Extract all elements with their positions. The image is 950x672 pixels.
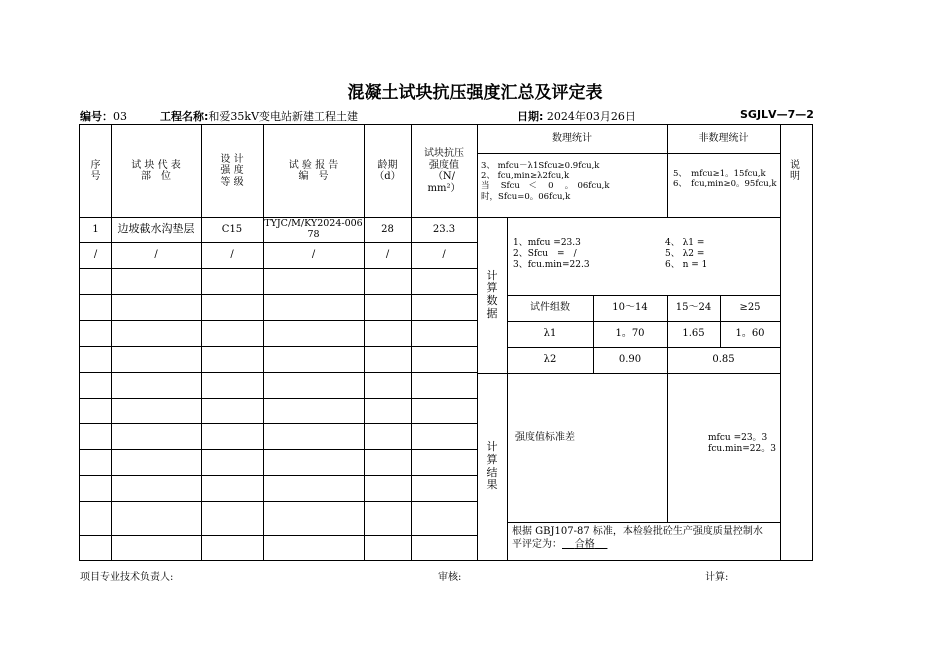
calc-data-label: 计 算 数 据 — [486, 268, 498, 320]
header-part: 试 块 代 表 部 位 — [131, 159, 181, 182]
lambda1-v1: 1。70 — [615, 328, 645, 340]
row1-strength: 23.3 — [432, 223, 456, 235]
calc-data-col1: 1、mfcu =23.3 2、Sfcu = / 3、fcu.min=22.3 — [513, 238, 590, 270]
group-2: 15～24 — [675, 302, 712, 314]
header-seq: 序 号 — [90, 159, 101, 182]
header-report: 试 验 报 告 编 号 — [288, 159, 339, 182]
header-age: 龄期 （d） — [374, 159, 401, 182]
row1-grade: C15 — [221, 223, 243, 235]
tech-lead-label: 项目专业技术负责人: — [80, 572, 174, 583]
lambda1-v3: 1。60 — [735, 328, 765, 340]
review-label: 审核: — [438, 572, 462, 583]
header-math-stat: 数理统计 — [552, 133, 592, 145]
code-field: 编号：03 — [80, 110, 127, 123]
lambda1-label: λ1 — [543, 328, 557, 340]
nonmath-formula: 5、 mfcu≥1。15fcu,k 6、 fcu,min≥0。95fcu,k — [673, 169, 777, 190]
conclusion: 根据 GBJ107-87 标准，本检验批砼生产强度质量控制水 平评定为： 合格 — [512, 526, 763, 550]
row2-seq: / — [93, 249, 98, 261]
std-label: 强度值标准差 — [515, 432, 575, 443]
header-grade: 设 计 强 度 等 级 — [220, 153, 244, 188]
group-1: 10～14 — [612, 302, 648, 314]
group-count-label: 试件组数 — [530, 302, 570, 314]
form-code: SGJLⅤ—7—2 — [740, 108, 814, 121]
summary-table — [79, 124, 813, 561]
math-formula: 3、 mfcu－λ1Sfcu≥0.9fcu,k 2、 fcu,min≥λ2fcu,k 当 Sfcu ＜ 0 。 06fcu,k 时，Sfcu=0。06fcu,k — [481, 161, 610, 202]
group-3: ≥25 — [739, 302, 761, 314]
row1-age: 28 — [381, 223, 394, 235]
lambda2-v2: 0.85 — [712, 354, 735, 366]
calc-result-label: 计 算 结 果 — [486, 440, 498, 492]
row1-report: TYJC/M/KY2024-00678 — [264, 217, 363, 240]
project-field: 工程名称:和爱35kV变电站新建工程土建 — [160, 110, 359, 123]
row2-report: / — [311, 249, 316, 261]
row2-age: / — [385, 249, 390, 261]
page-title: 混凝土试块抗压强度汇总及评定表 — [347, 83, 603, 103]
calc-label: 计算: — [705, 572, 729, 583]
row2-strength: / — [442, 249, 446, 261]
row2-part: / — [154, 249, 158, 261]
header-strength: 试块抗压 强度值 （N/ mm²） — [424, 148, 464, 194]
remark-header: 说 明 — [790, 159, 800, 182]
result-values: mfcu =23。3 fcu.min=22。3 — [708, 433, 776, 454]
calc-data-col2: 4、 λ1 = 5、 λ2 = 6、 n = 1 — [665, 238, 708, 270]
lambda1-v2: 1.65 — [682, 328, 705, 340]
header-nonmath-stat: 非数理统计 — [698, 133, 749, 145]
row2-grade: / — [230, 249, 234, 261]
date-field: 日期: 2024年03月26日 — [517, 110, 636, 123]
lambda2-v1: 0.90 — [618, 354, 642, 366]
lambda2-label: λ2 — [543, 354, 557, 366]
row1-seq: 1 — [92, 223, 99, 235]
row1-part: 边坡截水沟垫层 — [117, 222, 195, 236]
